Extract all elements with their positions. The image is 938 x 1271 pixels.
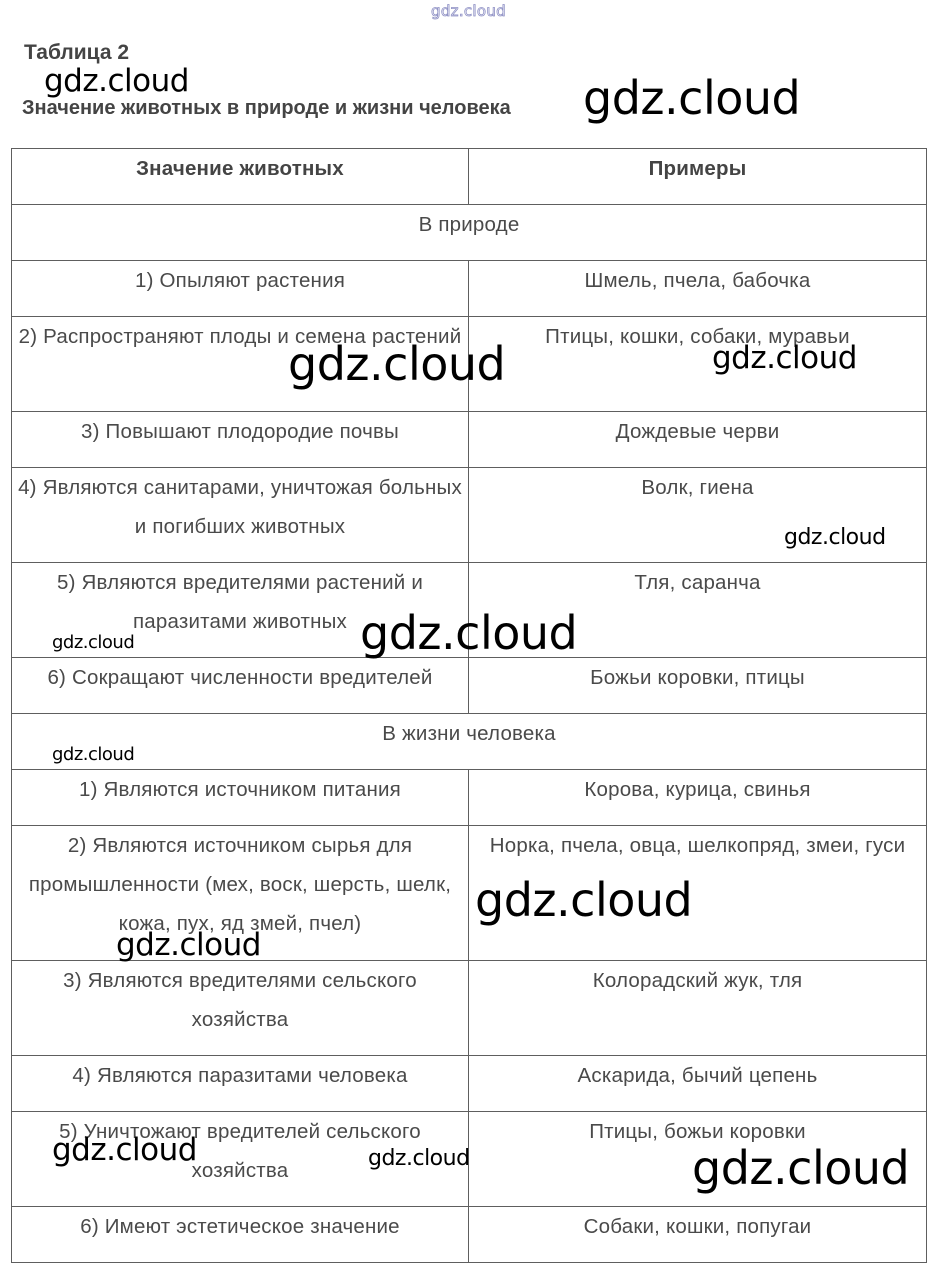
table-header-row — [12, 149, 927, 205]
watermark: gdz.cloud — [116, 927, 261, 963]
examples-cell: Норка, пчела, овца, шелкопряд, змеи, гуси — [469, 826, 927, 961]
watermark: gdz.cloud — [692, 1141, 910, 1195]
column-header-examples: Примеры — [469, 149, 927, 205]
watermark: gdz.cloud — [52, 1132, 197, 1168]
table-label: Таблица 2 — [24, 41, 130, 64]
animals-table — [11, 148, 927, 1263]
meaning-cell: 3) Являются вредителями сельского хозяйства — [12, 961, 469, 1056]
meaning-cell: 5) Являются вредителями растений и паразитами животных — [12, 563, 469, 658]
table-row — [12, 261, 927, 317]
table-row — [12, 412, 927, 468]
table-row — [12, 1207, 927, 1263]
examples-cell: Волк, гиена — [469, 468, 927, 563]
examples-cell: Птицы, божьи коровки — [469, 1112, 927, 1207]
watermark: gdz.cloud — [288, 337, 506, 391]
meaning-cell: 4) Являются санитарами, уничтожая больных и погибших животных — [12, 468, 469, 563]
section-label-human: В жизни человека — [12, 714, 927, 770]
meaning-cell: 4) Являются паразитами человека — [12, 1056, 469, 1112]
meaning-cell: 6) Сокращают численности вредителей — [12, 658, 469, 714]
examples-cell: Дождевые черви — [469, 412, 927, 468]
section-row-human — [12, 714, 927, 770]
meaning-cell: 5) Уничтожают вредителей сельского хозяйства — [12, 1112, 469, 1207]
meaning-cell: 1) Опыляют растения — [12, 261, 469, 317]
examples-cell: Колорадский жук, тля — [469, 961, 927, 1056]
table-title: Значение животных в природе и жизни человека — [22, 97, 511, 119]
meaning-cell: 1) Являются источником питания — [12, 770, 469, 826]
watermark: gdz.cloud — [583, 71, 801, 125]
watermark: gdz.cloud — [52, 632, 135, 653]
examples-cell: Тля, саранча — [469, 563, 927, 658]
watermark: gdz.cloud — [360, 606, 578, 660]
examples-cell: Аскарида, бычий цепень — [469, 1056, 927, 1112]
meaning-cell: 6) Имеют эстетическое значение — [12, 1207, 469, 1263]
examples-cell: Божьи коровки, птицы — [469, 658, 927, 714]
section-row-nature — [12, 205, 927, 261]
section-label-nature: В природе — [12, 205, 927, 261]
top-watermark: gdz.cloud — [431, 2, 507, 20]
column-header-meaning: Значение животных — [12, 149, 469, 205]
watermark: gdz.cloud — [784, 525, 886, 550]
table-row — [12, 658, 927, 714]
watermark: gdz.cloud — [368, 1146, 470, 1171]
table-row — [12, 770, 927, 826]
examples-cell: Собаки, кошки, попугаи — [469, 1207, 927, 1263]
watermark: gdz.cloud — [475, 873, 693, 927]
table-row — [12, 961, 927, 1056]
table-row — [12, 1056, 927, 1112]
examples-cell: Корова, курица, свинья — [469, 770, 927, 826]
examples-cell: Птицы, кошки, собаки, муравьи — [469, 317, 927, 412]
meaning-cell: 2) Являются источником сырья для промышленности (мех, воск, шерсть, шелк, кожа, пух, яд змей, пчел) — [12, 826, 469, 961]
meaning-cell: 2) Распространяют плоды и семена растений — [12, 317, 469, 412]
watermark: gdz.cloud — [44, 63, 189, 99]
watermark: gdz.cloud — [52, 744, 135, 765]
examples-cell: Шмель, пчела, бабочка — [469, 261, 927, 317]
meaning-cell: 3) Повышают плодородие почвы — [12, 412, 469, 468]
watermark: gdz.cloud — [712, 340, 857, 376]
